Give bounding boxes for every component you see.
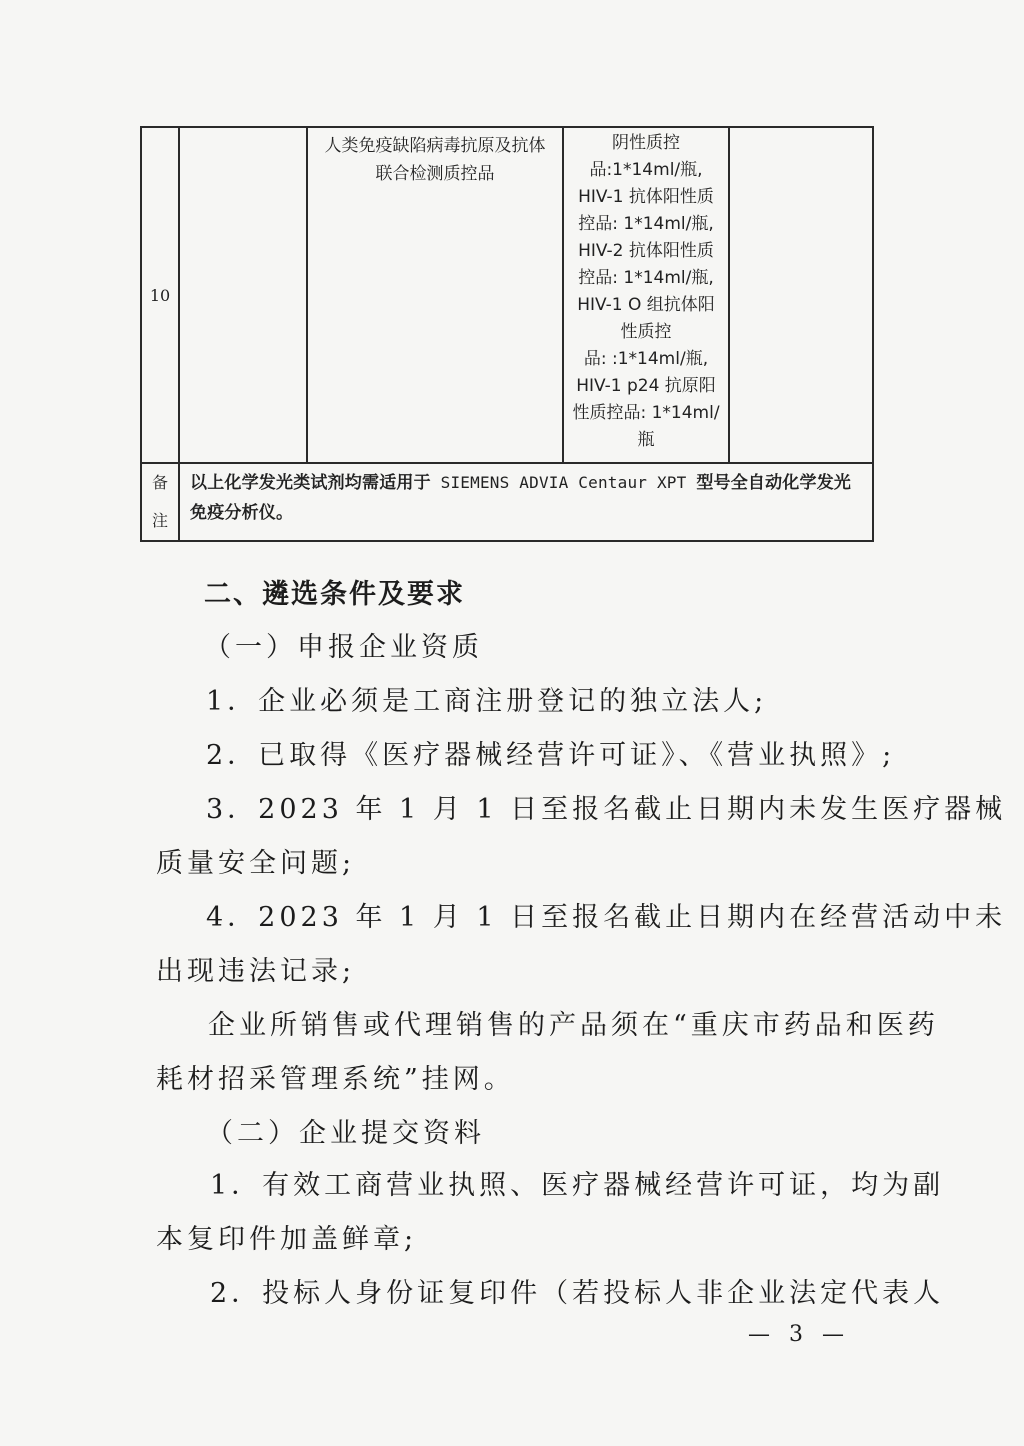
product-name: 人类免疫缺陷病毒抗原及抗体联合检测质控品 (307, 127, 563, 463)
note-label-char: 备 (151, 473, 168, 492)
empty-cell (729, 127, 873, 463)
spec-line: 瓶 (637, 430, 655, 450)
paragraph-line: 出现违法记录; (156, 956, 356, 987)
paragraph-line: 耗材招采管理系统”挂网。 (156, 1064, 515, 1095)
spec-line: 品:1*14ml/瓶, (589, 160, 703, 180)
subsection-title: （一）申报企业资质 (204, 632, 483, 663)
subsection-title: （二）企业提交资料 (206, 1118, 485, 1149)
instrument-model: SIEMENS ADVIA Centaur XPT (430, 473, 697, 492)
spec-line: HIV-1 p24 抗原阳 (576, 376, 716, 396)
product-spec (563, 127, 729, 463)
spec-line: 品: :1*14ml/瓶, (583, 349, 709, 369)
paragraph-line: 4．2023 年 1 月 1 日至报名截止日期内在经营活动中未 (206, 902, 1007, 933)
paragraph-line: 本复印件加盖鲜章; (156, 1224, 418, 1255)
page-number: — 3 — (748, 1322, 850, 1347)
reagent-table (140, 126, 874, 542)
section-heading: 二、遴选条件及要求 (204, 579, 465, 610)
note-text-part: 以上化学发光类试剂均需适用于 (190, 473, 431, 493)
paragraph-line: 2．投标人身份证复印件（若投标人非企业法定代表人 (210, 1278, 945, 1309)
spec-line: 性质控 (620, 322, 672, 342)
spec-line: 控品: 1*14ml/瓶, (578, 214, 714, 234)
note-label (141, 463, 179, 541)
note-text-part: 型号全自动化学发光免疫分析仪。 (190, 473, 852, 523)
spec-line: HIV-1 O 组抗体阳 (577, 295, 715, 315)
paragraph-line: 1．企业必须是工商注册登记的独立法人; (206, 686, 768, 717)
paragraph-line: 3．2023 年 1 月 1 日至报名截止日期内未发生医疗器械 (206, 794, 1007, 825)
paragraph-line: 企业所销售或代理销售的产品须在“重庆市药品和医药 (208, 1010, 939, 1041)
paragraph-line: 质量安全问题; (156, 848, 356, 879)
note-label-char: 注 (151, 511, 168, 530)
spec-line: HIV-2 抗体阳性质 (578, 241, 714, 261)
spec-line: HIV-1 抗体阳性质 (578, 187, 714, 207)
spec-line: 阴性质控 (612, 133, 680, 153)
spec-line: 控品: 1*14ml/瓶, (578, 268, 714, 288)
spec-line: 性质控品: 1*14ml/ (572, 403, 720, 423)
row-number: 10 (141, 127, 179, 463)
table-row (141, 127, 873, 463)
note-row (141, 463, 873, 541)
empty-cell (179, 127, 307, 463)
paragraph-line: 2．已取得《医疗器械经营许可证》、《营业执照》; (206, 740, 896, 771)
note-text (179, 463, 873, 541)
paragraph-line: 1．有效工商营业执照、医疗器械经营许可证，均为副 (210, 1170, 945, 1201)
